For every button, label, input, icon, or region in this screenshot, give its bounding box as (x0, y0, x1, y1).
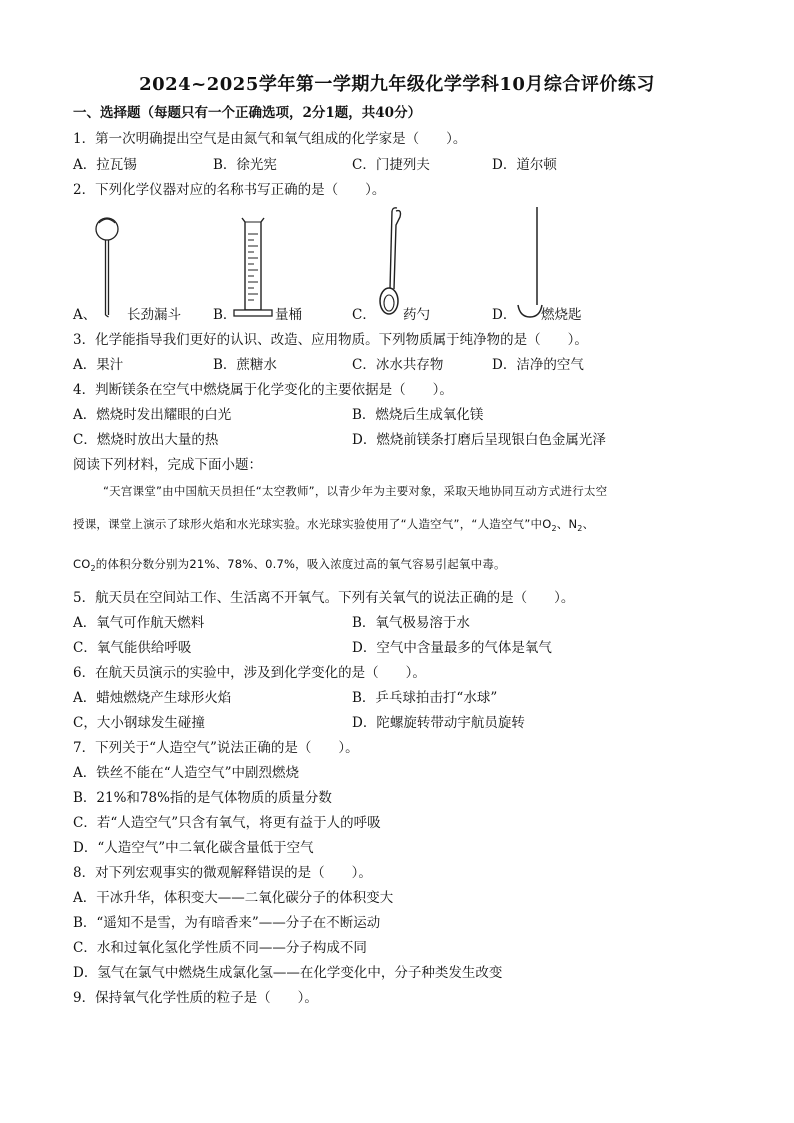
question-2-stem: 2．下列化学仪器对应的名称书写正确的是（ ）。 (73, 182, 386, 198)
question-3-stem: 3．化学能指导我们更好的认识、改造、应用物质。下列物质属于纯净物的是（ ）。 (73, 332, 588, 348)
question-6-stem: 6．在航天员演示的实验中，涉及到化学变化的是（ ）。 (73, 665, 426, 681)
q7-option-a: A．铁丝不能在“人造空气”中剧烈燃烧 (73, 765, 300, 781)
q2-option-b-letter: B． (213, 307, 237, 323)
q4-option-c: C．燃烧时放出大量的热 (73, 432, 219, 448)
q1-option-b: B．徐光宪 (213, 157, 277, 173)
q4-option-b: B．燃烧后生成氧化镁 (352, 407, 484, 423)
q2-option-c-letter: C． (352, 307, 376, 323)
graduated-cylinder-icon (228, 212, 278, 320)
page-title: 2024~2025学年第一学期九年级化学学科10月综合评价练习 (139, 74, 655, 95)
reading-line-3-text: CO (73, 557, 91, 571)
q2-option-c-name: 药勺 (403, 307, 430, 323)
subscript: 2 (90, 564, 96, 573)
q4-option-d: D．燃烧前镁条打磨后呈现银白色金属光泽 (352, 432, 606, 448)
q3-option-b: B．蔗糖水 (213, 357, 277, 373)
subscript: 2 (551, 524, 557, 533)
q7-option-b: B．21%和78%指的是气体物质的质量分数 (73, 790, 332, 806)
q1-option-c: C．门捷列夫 (352, 157, 430, 173)
medicine-spoon-icon (372, 205, 406, 320)
question-8-stem: 8．对下列宏观事实的微观解释错误的是（ ）。 (73, 865, 372, 881)
q1-option-d: D．道尔顿 (492, 157, 557, 173)
q5-option-a: A．氧气可作航天燃料 (73, 615, 205, 631)
reading-line-2-text: 、N (556, 517, 578, 531)
q8-option-b: B．“遥知不是雪，为有暗香来”——分子在不断运动 (73, 915, 381, 931)
reading-line-3-text: 的体积分数分别为21%、78%、0.7%，吸入浓度过高的氧气容易引起氧中毒。 (95, 557, 506, 571)
subscript: 2 (577, 524, 583, 533)
q6-option-c: C，大小钢球发生碰撞 (73, 715, 205, 731)
q5-option-d: D．空气中含量最多的气体是氧气 (352, 640, 552, 656)
question-5-stem: 5．航天员在空间站工作、生活离不开氧气。下列有关氧气的说法正确的是（ ）。 (73, 590, 575, 606)
q6-option-d: D．陀螺旋转带动宇航员旋转 (352, 715, 525, 731)
q4-option-a: A．燃烧时发出耀眼的白光 (73, 407, 232, 423)
q2-option-d-name: 燃烧匙 (541, 307, 582, 323)
q2-option-d-letter: D． (492, 307, 517, 323)
q3-option-a: A．果汁 (73, 357, 124, 373)
q8-option-a: A．干冰升华，体积变大——二氧化碳分子的体积变大 (73, 890, 394, 906)
q3-option-c: C．冰水共存物 (352, 357, 444, 373)
q2-option-a-name: 长劲漏斗 (127, 307, 181, 323)
reading-intro: 阅读下列材料，完成下面小题： (73, 457, 262, 473)
q7-option-c: C．若“人造空气”只含有氧气，将更有益于人的呼吸 (73, 815, 381, 831)
long-neck-funnel-icon (92, 215, 122, 320)
reading-line-2-text: 授课，课堂上演示了球形火焰和水光球实验。水光球实验使用了“人造空气”，“人造空气”中O (73, 517, 552, 531)
q5-option-c: C．氧气能供给呼吸 (73, 640, 192, 656)
combustion-spoon-icon (510, 205, 550, 320)
q1-option-a: A．拉瓦锡 (73, 157, 137, 173)
q8-option-d: D．氢气在氯气中燃烧生成氯化氢——在化学变化中，分子种类发生改变 (73, 965, 503, 981)
reading-line-1: “天宫课堂”由中国航天员担任“太空教师”，以青少年为主要对象，采取天地协同互动方式进行太空 (103, 484, 608, 498)
section-heading: 一、选择题（每题只有一个正确选项，2分1题，共40分） (73, 105, 422, 121)
reading-line-3 (73, 555, 733, 578)
q7-option-d: D．“人造空气”中二氧化碳含量低于空气 (73, 840, 314, 856)
q2-option-b-name: 量桶 (275, 307, 302, 323)
question-7-stem: 7．下列关于“人造空气”说法正确的是（ ）。 (73, 740, 359, 756)
q6-option-b: B．乒乓球拍击打“水球” (352, 690, 498, 706)
question-1-stem: 1．第一次明确提出空气是由氮气和氧气组成的化学家是（ ）。 (73, 131, 467, 147)
question-9-stem: 9．保持氧气化学性质的粒子是（ ）。 (73, 990, 318, 1006)
question-4-stem: 4．判断镁条在空气中燃烧属于化学变化的主要依据是（ ）。 (73, 382, 453, 398)
q5-option-b: B．氧气极易溶于水 (352, 615, 470, 631)
q2-option-a-letter: A、 (73, 307, 97, 323)
q8-option-c: C．水和过氧化氢化学性质不同——分子构成不同 (73, 940, 367, 956)
q3-option-d: D．洁净的空气 (492, 357, 584, 373)
q6-option-a: A．蜡烛燃烧产生球形火焰 (73, 690, 232, 706)
reading-line-2 (73, 515, 733, 538)
reading-line-2-text: 、 (582, 517, 595, 531)
